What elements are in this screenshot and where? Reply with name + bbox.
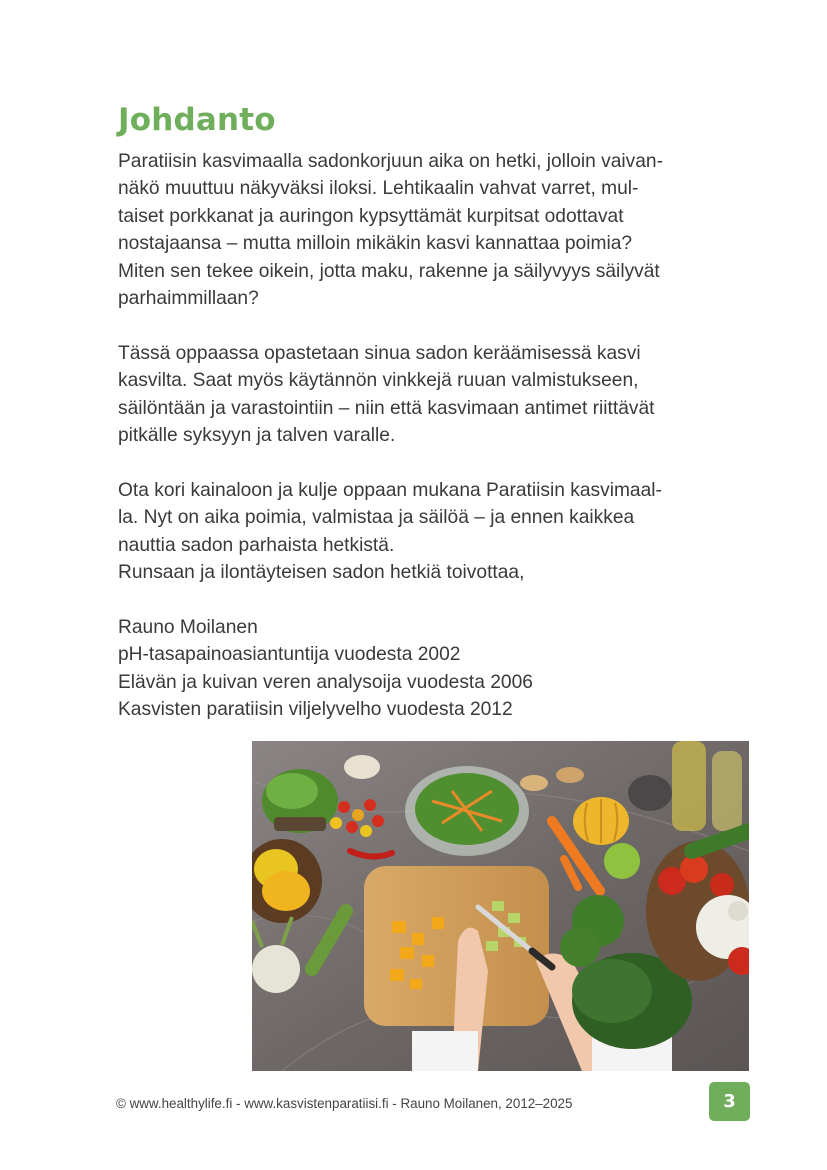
author-signature: Rauno Moilanen pH-tasapainoasiantuntija vuodesta 2002 Elävän ja kuivan veren analysoija vuodesta 2006 Kasvisten paratiisin viljelyvelho vuodesta 2012 xyxy=(118,616,533,721)
invitation-paragraph: Ota kori kainaloon ja kulje oppaan mukana Paratiisin kasvimaal- la. Nyt on aika poimia, valmistaa ja säilöä – ja ennen kaikkea nauttia sadon parhaista hetkistä. Runsaan ja ilontäyteisen sadon hetkiä toivottaa, xyxy=(118,479,662,584)
page-number-badge: 3 xyxy=(709,1082,750,1121)
intro-text xyxy=(118,148,758,723)
vegetable-cutting-photo xyxy=(252,741,749,1071)
footer-copyright: © www.healthylife.fi - www.kasvistenparatiisi.fi - Rauno Moilanen, 2012–2025 xyxy=(116,1096,573,1111)
guide-paragraph: Tässä oppaassa opastetaan sinua sadon keräämisessä kasvi kasvilta. Saat myös käytännön vinkkejä ruuan valmistukseen, säilöntään ja varastointiin – niin että kasvimaan antimet riittävät pitkälle syksyyn ja talven varalle. xyxy=(118,342,655,447)
intro-paragraph: Paratiisin kasvimaalla sadonkorjuun aika on hetki, jolloin vaivan- näkö muuttuu näkyväksi iloksi. Lehtikaalin vahvat varret, mul- taiset porkkanat ja auringon kypsyttämät kurpitsat odottavat nostajaansa – mutta milloin mikäkin kasvi kannattaa poimia? Miten sen tekee oikein, jotta maku, rakenne ja säilyvyys säilyvät parhaimmillaan? xyxy=(118,151,663,310)
page-title: Johdanto xyxy=(118,102,276,138)
